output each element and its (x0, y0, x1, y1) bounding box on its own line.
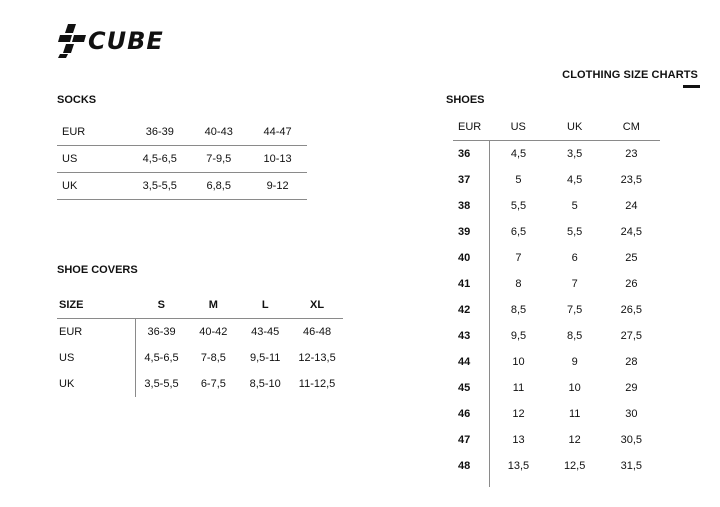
size-value: 23 (625, 148, 638, 160)
table-row (453, 219, 660, 245)
size-value: 29 (625, 382, 638, 394)
row-label: 44 (453, 349, 490, 375)
size-value: 4,5-6,5 (144, 352, 179, 364)
socks-table (57, 119, 307, 200)
column-header: S (135, 292, 187, 319)
size-value: 3,5-5,5 (130, 173, 189, 200)
size-value: 7,5 (567, 304, 583, 316)
row-label: 36 (453, 141, 490, 168)
shoe-covers-title: SHOE COVERS (57, 264, 138, 276)
size-value: 36-39 (147, 326, 176, 338)
size-value: 9,5-11 (249, 352, 281, 364)
table-row (453, 297, 660, 323)
title-underline (683, 85, 700, 88)
size-value: 6 (571, 252, 578, 264)
table-row (453, 427, 660, 453)
size-value: 4,5-6,5 (130, 146, 189, 173)
cube-cross-logo-icon (58, 20, 190, 60)
row-label: 48 (453, 453, 490, 487)
size-value: 7-9,5 (189, 146, 248, 173)
row-label: 39 (453, 219, 490, 245)
row-label: 40 (453, 245, 490, 271)
table-row (453, 271, 660, 297)
size-value: 13 (512, 434, 525, 446)
size-value: 23,5 (620, 174, 643, 186)
size-value: 7 (571, 278, 578, 290)
size-value: 5,5 (510, 200, 527, 212)
row-label: 38 (453, 193, 490, 219)
row-label: 47 (453, 427, 490, 453)
row-label: EUR (57, 319, 135, 346)
row-label: 45 (453, 375, 490, 401)
size-value: 6,8,5 (189, 173, 248, 200)
size-value: 7 (515, 252, 522, 264)
table-row (57, 371, 343, 397)
size-value: 27,5 (620, 330, 643, 342)
table-row (453, 245, 660, 271)
size-value: 8,5 (510, 304, 527, 316)
row-label: UK (57, 173, 130, 200)
column-header: US (490, 114, 547, 141)
size-value: 9,5 (510, 330, 527, 342)
size-value: 36-39 (130, 119, 189, 146)
brand-wordmark: CUBE (88, 27, 164, 55)
column-header: UK (547, 114, 603, 141)
row-label: 43 (453, 323, 490, 349)
column-header: SIZE (57, 292, 135, 319)
size-value: 8,5-10 (249, 378, 281, 390)
size-value: 10-13 (248, 146, 307, 173)
size-value: 28 (625, 356, 638, 368)
table-row (57, 319, 343, 346)
column-header: CM (603, 114, 660, 141)
size-value: 10 (512, 356, 525, 368)
size-value: 12 (512, 408, 525, 420)
column-header: M (187, 292, 239, 319)
table-row (453, 323, 660, 349)
size-value: 24,5 (620, 226, 643, 238)
table-row (453, 401, 660, 427)
row-label: UK (57, 371, 135, 397)
row-label: 37 (453, 167, 490, 193)
table-row (57, 146, 307, 173)
row-label: EUR (57, 119, 130, 146)
size-value: 4,5 (510, 148, 527, 160)
size-value: 9-12 (248, 173, 307, 200)
table-row (453, 453, 660, 487)
cube-logo (58, 20, 190, 60)
table-row (57, 345, 343, 371)
shoes-table (453, 114, 660, 487)
size-value: 8,5 (567, 330, 583, 342)
row-label: US (57, 146, 130, 173)
size-value: 11 (512, 382, 525, 394)
size-value: 26,5 (620, 304, 643, 316)
table-row (453, 193, 660, 219)
size-value: 12 (568, 434, 581, 446)
size-value: 26 (625, 278, 638, 290)
size-value: 46-48 (302, 326, 332, 338)
socks-title: SOCKS (57, 94, 97, 106)
size-value: 11 (568, 408, 581, 420)
table-row (453, 375, 660, 401)
table-row (453, 167, 660, 193)
shoes-title: SHOES (446, 94, 485, 106)
size-value: 30 (625, 408, 638, 420)
table-row (57, 173, 307, 200)
size-value: 7-8,5 (200, 352, 226, 364)
page-title: CLOTHING SIZE CHARTS (562, 69, 698, 81)
shoe-covers-table (57, 292, 343, 397)
size-value: 31,5 (620, 460, 643, 472)
row-label: 46 (453, 401, 490, 427)
size-value: 3,5-5,5 (144, 378, 179, 390)
size-value: 44-47 (248, 119, 307, 146)
column-header: XL (291, 292, 343, 319)
size-value: 6-7,5 (200, 378, 226, 390)
column-header: EUR (453, 114, 490, 141)
table-header-row (57, 292, 343, 319)
size-value: 5 (515, 174, 522, 186)
size-value: 5 (571, 200, 578, 212)
column-header: L (239, 292, 291, 319)
size-value: 12,5 (563, 460, 586, 472)
table-row (453, 349, 660, 375)
table-row (453, 141, 660, 168)
row-label: US (57, 345, 135, 371)
size-value: 13,5 (507, 460, 530, 472)
size-value: 9 (571, 356, 578, 368)
size-value: 8 (515, 278, 522, 290)
size-value: 11-12,5 (298, 378, 336, 390)
size-value: 12-13,5 (298, 352, 336, 364)
size-value: 30,5 (620, 434, 643, 446)
size-value: 25 (625, 252, 638, 264)
row-label: 42 (453, 297, 490, 323)
size-value: 5,5 (567, 226, 583, 238)
size-value: 4,5 (567, 174, 583, 186)
size-value: 3,5 (567, 148, 583, 160)
row-label: 41 (453, 271, 490, 297)
table-row (57, 119, 307, 146)
size-value: 24 (625, 200, 638, 212)
size-value: 40-43 (189, 119, 248, 146)
table-header-row (453, 114, 660, 141)
size-value: 10 (568, 382, 581, 394)
size-value: 6,5 (510, 226, 527, 238)
size-value: 40-42 (199, 326, 228, 338)
size-value: 43-45 (251, 326, 280, 338)
